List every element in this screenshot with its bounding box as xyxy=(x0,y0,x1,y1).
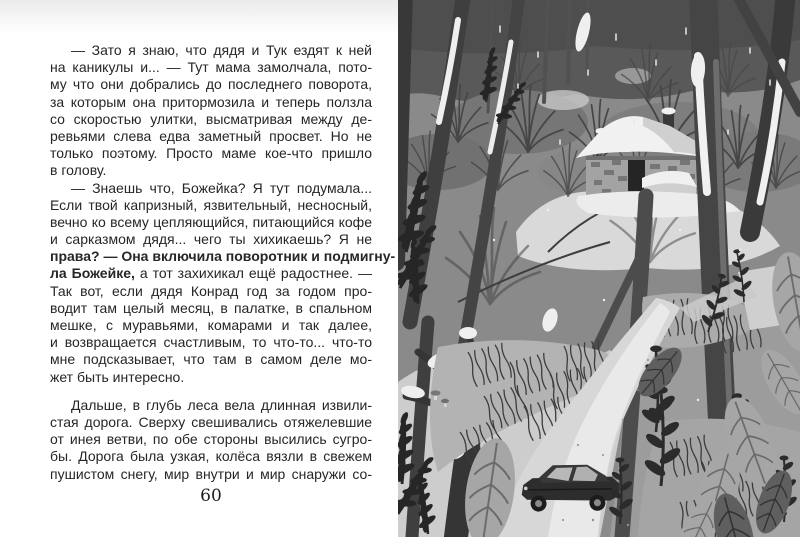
body-text: стая дорога. Сверху свешивались отяжелевшие xyxy=(50,413,372,430)
page-number: 60 xyxy=(200,486,222,506)
winter-forest-illustration xyxy=(398,0,800,537)
body-text: и сарказмом дядя... чего ты хихикаешь? Я не xyxy=(50,231,372,248)
body-text: за которым она притормозила и теперь ползла xyxy=(50,93,372,110)
body-text: Дальше, в глубь леса вела длинная извили- xyxy=(71,396,372,413)
text-line xyxy=(50,283,372,300)
body-text: а тот захихикал ещё радостнее. — xyxy=(134,265,372,282)
body-text: — Знаешь что, Божейка? Я тут подумала... xyxy=(71,179,372,196)
text-line xyxy=(50,76,372,93)
body-text: бы. Дорога была узкая, колёса вязли в свежем xyxy=(50,448,372,465)
text-line xyxy=(50,162,372,179)
text-line xyxy=(50,414,372,431)
body-text: — Зато я знаю, что дядя и Тук ездят к ней xyxy=(71,42,372,58)
paragraph xyxy=(50,397,372,483)
body-text: Если твой капризный, язвительный, несносный, xyxy=(50,196,372,213)
body-text: ревьями слева едва заметный просвет. Но не xyxy=(50,127,372,144)
body-text: му что они добрались до последнего поворота, xyxy=(50,76,372,93)
text-line xyxy=(50,351,372,368)
paragraph xyxy=(50,179,396,386)
body-text: мне подсказывает, что там в самом деле мо- xyxy=(50,351,372,368)
body-text: на каникулы и... — Тут мама замолчала, пото- xyxy=(50,59,372,76)
body-text: вечно ко всему цепляющийся, питающийся кофе xyxy=(50,213,372,230)
text-line xyxy=(50,214,372,231)
body-text: мешке, с муравьями, комарами и так далее, xyxy=(50,317,372,333)
text-line xyxy=(50,231,372,248)
text-line xyxy=(50,369,372,386)
text-line xyxy=(50,448,372,465)
body-text: Так вот, если дядя Конрад год за годом про- xyxy=(50,282,372,299)
body-text: только поэтому. Просто маме кое-что пришло xyxy=(50,145,372,162)
text-line xyxy=(50,94,372,111)
body-text: водит там целый месяц, в палатке, в спальном xyxy=(50,299,372,316)
emphasized-text: права? — Она включила поворотник и подмигну- xyxy=(50,248,396,265)
text-line xyxy=(50,466,372,483)
text-line xyxy=(50,431,372,448)
paragraph xyxy=(50,42,372,180)
text-line xyxy=(50,265,372,282)
text-line xyxy=(50,111,372,128)
body-text: и возвращается счастливым, то что-то... что-то xyxy=(50,334,372,351)
text-line xyxy=(50,180,372,197)
body-text: в голову. xyxy=(50,162,107,179)
body-text: пушистом снегу, мир внутри и мир снаружи со- xyxy=(50,465,372,482)
text-line xyxy=(50,145,372,162)
text-line xyxy=(50,397,372,414)
text-line xyxy=(50,334,372,351)
text-line xyxy=(50,317,372,334)
body-text: от инея ветви, по обе стороны высились сугро- xyxy=(50,431,372,448)
right-page xyxy=(398,0,800,537)
text-line xyxy=(50,59,372,76)
left-page xyxy=(0,0,398,537)
text-line xyxy=(50,128,372,145)
body-text: со скоростью улитки, высматривая между де- xyxy=(50,110,372,127)
emphasized-text: ла Божейке, xyxy=(50,265,135,282)
text-block xyxy=(50,42,396,483)
text-line xyxy=(50,248,396,265)
text-line xyxy=(50,300,372,317)
body-text: жет быть интересно. xyxy=(50,368,185,385)
text-line xyxy=(50,42,372,59)
text-line xyxy=(50,197,372,214)
